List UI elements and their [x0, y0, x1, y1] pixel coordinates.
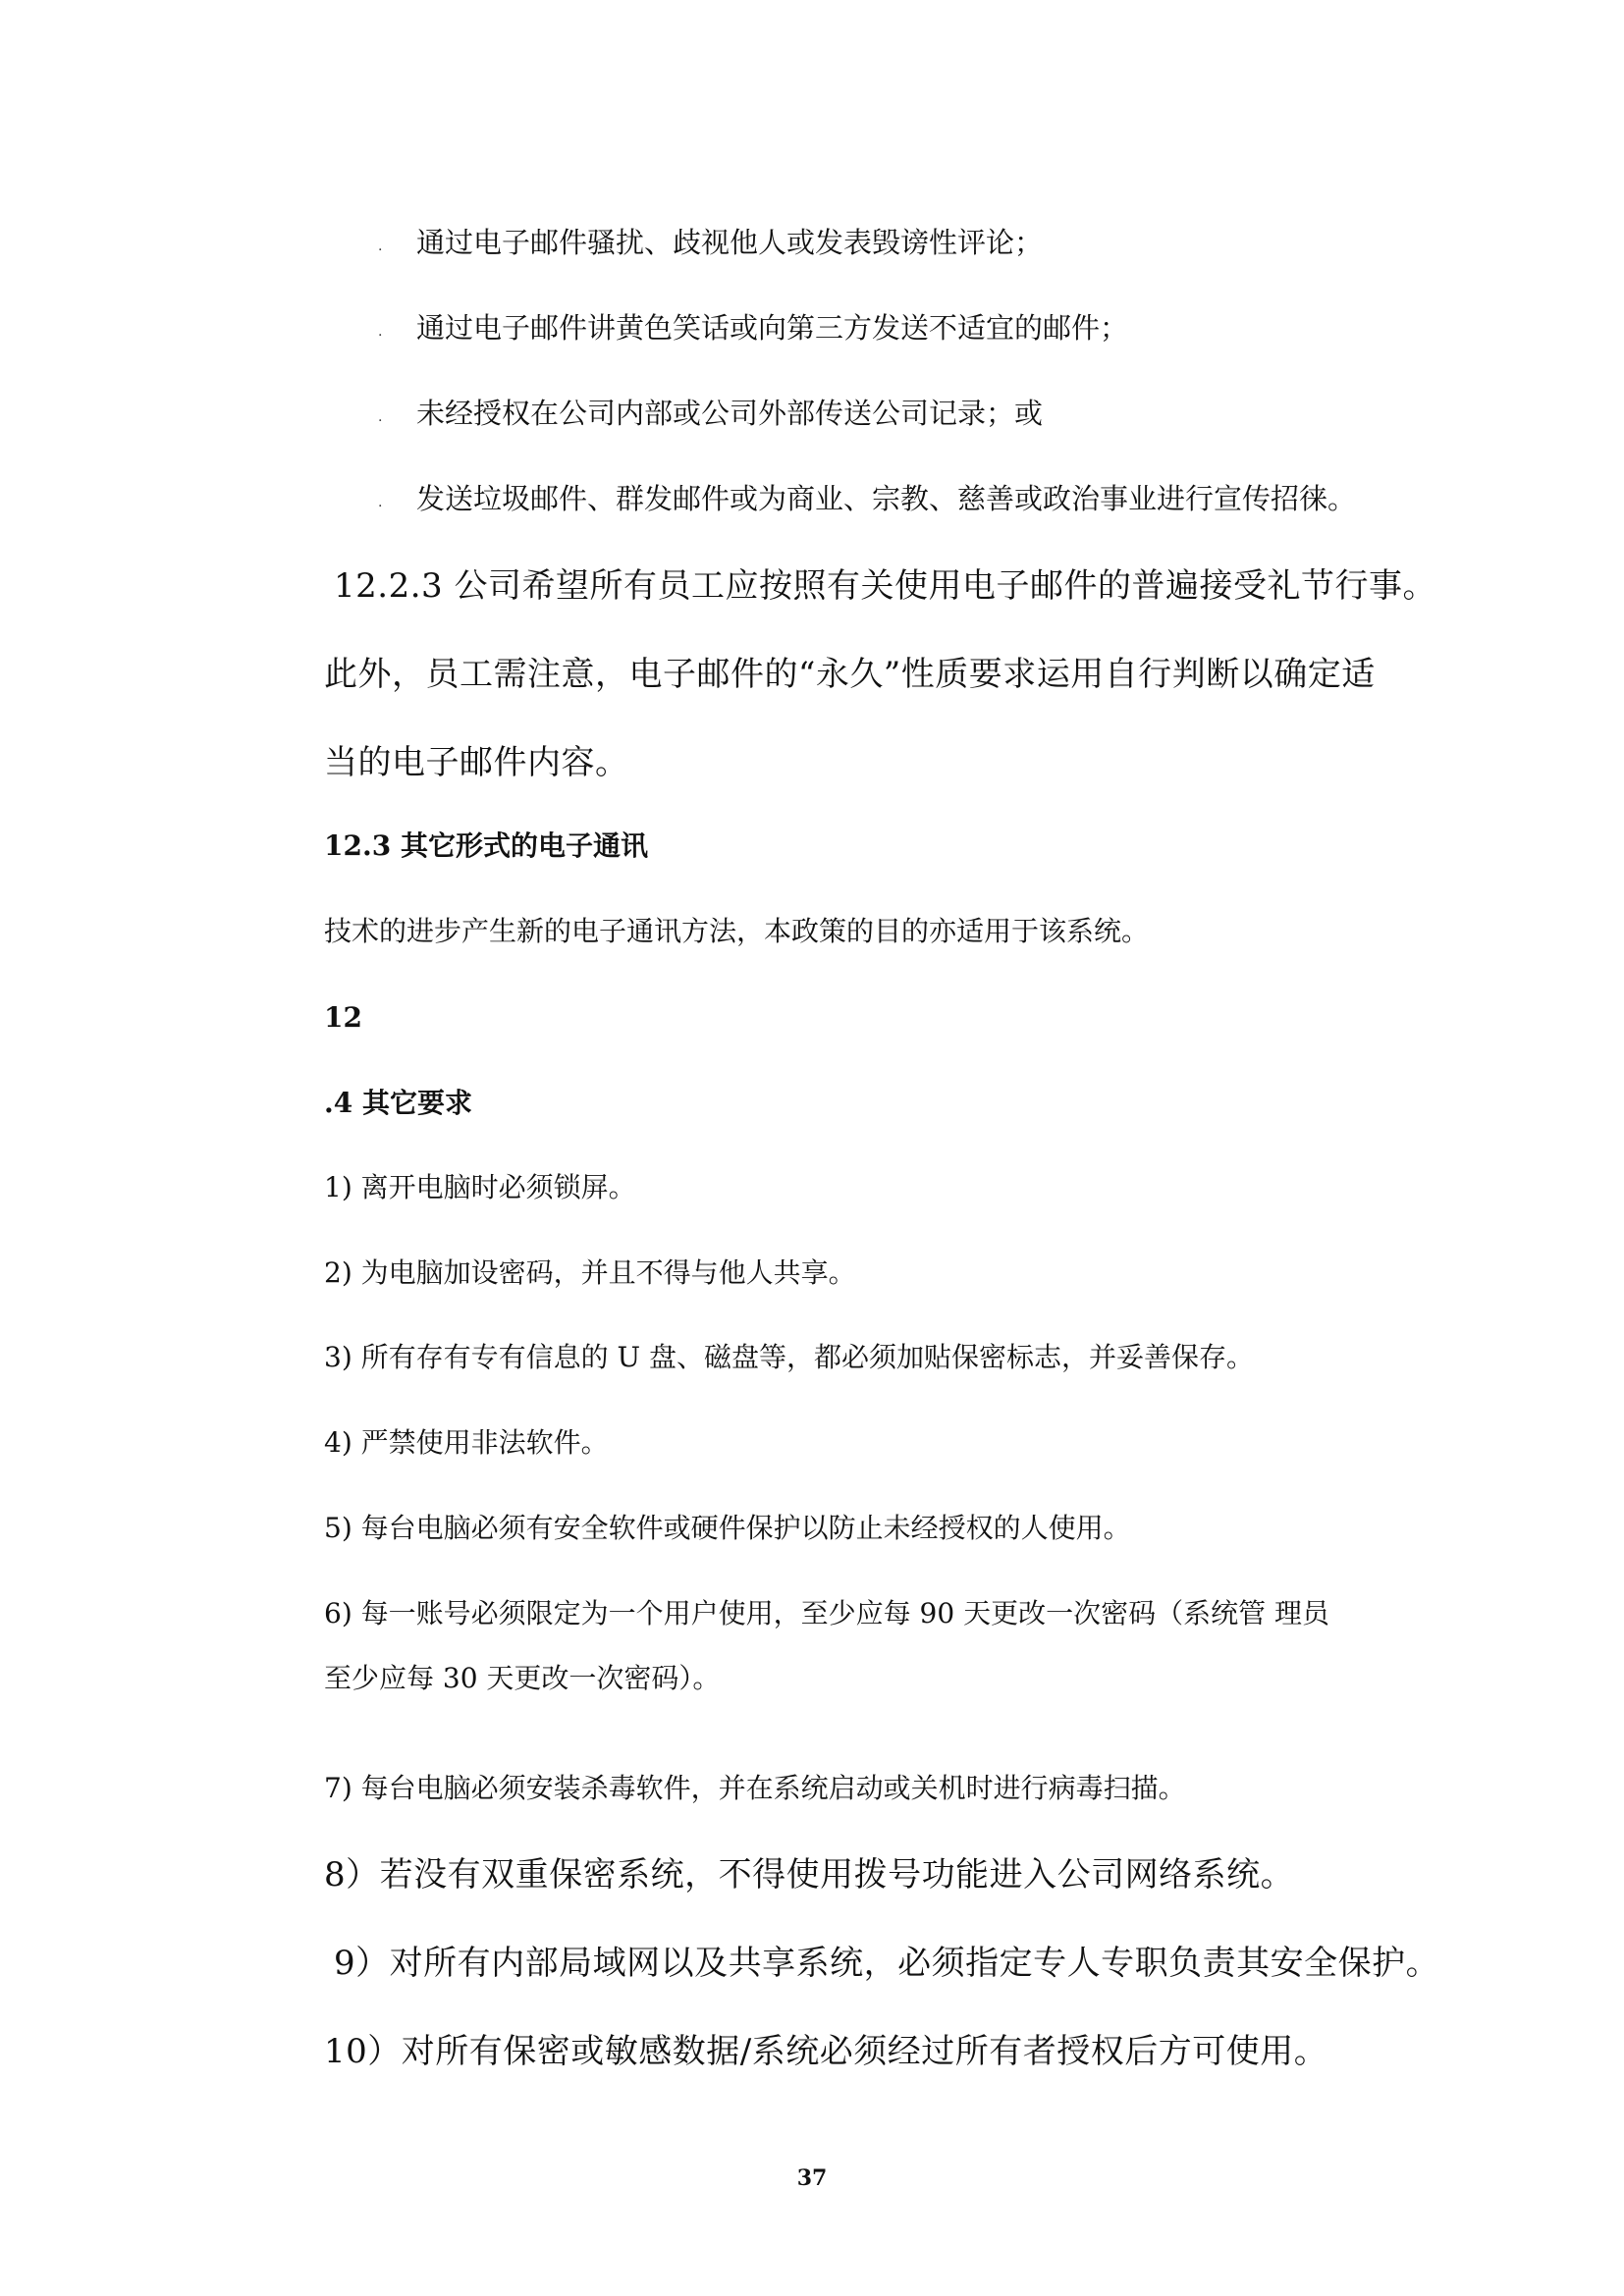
list-item: 1) 离开电脑时必须锁屏。 — [324, 1171, 636, 1203]
paragraph-line: 此外，员工需注意，电子邮件的“永久”性质要求运用自行判断以确定适 — [324, 655, 1376, 694]
list-item: 8）若没有双重保密系统，不得使用拨号功能进入公司网络系统。 — [324, 1855, 1295, 1895]
list-item: 9）对所有内部局域网以及共享系统，必须指定专人专职负责其安全保护。 — [334, 1944, 1440, 1983]
bullet-marker: . — [378, 239, 383, 254]
paragraph-line: 当的电子邮件内容。 — [324, 743, 629, 782]
list-item: 4) 严禁使用非法软件。 — [324, 1426, 609, 1459]
list-item: 3) 所有存有专有信息的 U 盘、磁盘等，都必须加贴保密标志，并妥善保存。 — [324, 1341, 1255, 1373]
list-item: 2) 为电脑加设密码，并且不得与他人共享。 — [324, 1256, 856, 1289]
section-heading: 12.3 其它形式的电子通讯 — [324, 829, 648, 862]
bullet-item: 发送垃圾邮件、群发邮件或为商业、宗教、慈善或政治事业进行宣传招徕。 — [416, 482, 1357, 515]
bullet-marker: . — [378, 409, 383, 425]
list-item: 至少应每 30 天更改一次密码）。 — [324, 1662, 721, 1694]
list-item: 7) 每台电脑必须安装杀毒软件，并在系统启动或关机时进行病毒扫描。 — [324, 1772, 1186, 1804]
paragraph-line: 12.2.3 公司希望所有员工应按照有关使用电子邮件的普遍接受礼节行事。 — [334, 566, 1436, 606]
section-heading: .4 其它要求 — [324, 1087, 472, 1119]
section-heading-number: 12 — [324, 1001, 362, 1034]
list-item: 6) 每一账号必须限定为一个用户使用，至少应每 90 天更改一次密码（系统管 理员 — [324, 1597, 1329, 1629]
bullet-item: 通过电子邮件骚扰、歧视他人或发表毁谤性评论； — [416, 226, 1044, 259]
page-number: 37 — [796, 2165, 828, 2191]
bullet-marker: . — [378, 324, 383, 340]
bullet-item: 通过电子邮件讲黄色笑话或向第三方发送不适宜的邮件； — [416, 311, 1129, 345]
paragraph-line: 技术的进步产生新的电子通讯方法，本政策的目的亦适用于该系统。 — [324, 915, 1150, 947]
bullet-item: 未经授权在公司内部或公司外部传送公司记录；或 — [416, 397, 1044, 430]
bullet-marker: . — [378, 495, 383, 510]
list-item: 5) 每台电脑必须有安全软件或硬件保护以防止未经授权的人使用。 — [324, 1512, 1131, 1544]
list-item: 10）对所有保密或敏感数据/系统必须经过所有者授权后方可使用。 — [324, 2032, 1328, 2071]
